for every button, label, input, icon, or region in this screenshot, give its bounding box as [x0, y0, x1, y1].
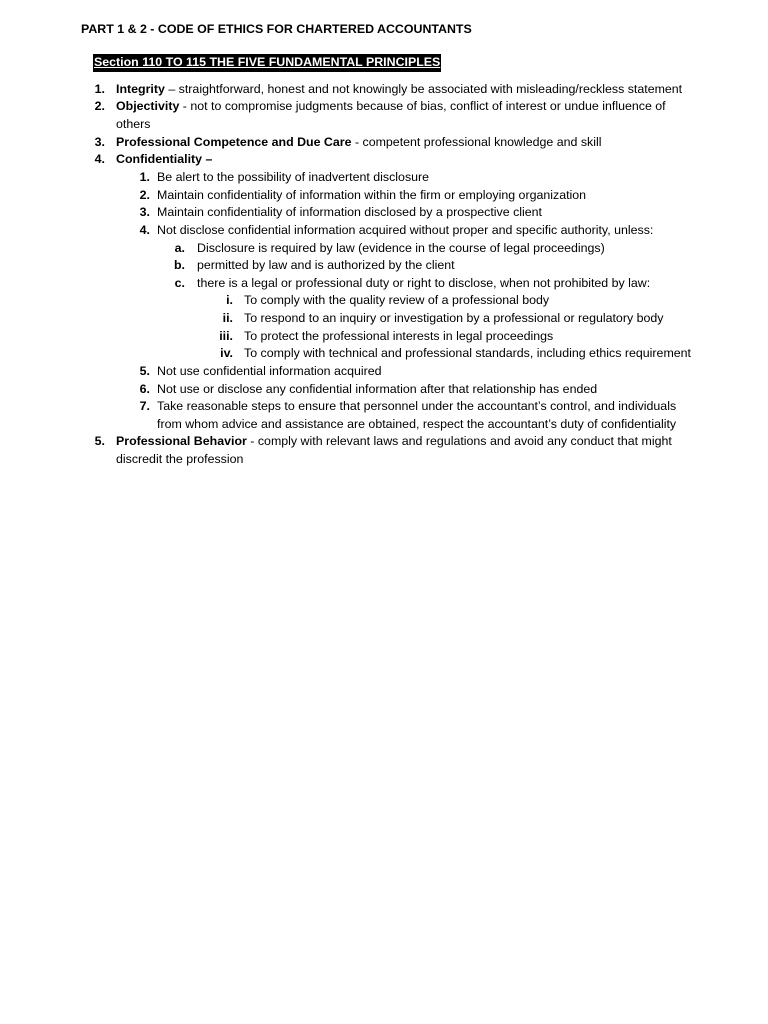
- list-number: 7.: [139, 399, 150, 413]
- list-item-text: Disclosure is required by law (evidence in the course of legal proceedings): [197, 241, 605, 255]
- list-number: 2.: [139, 188, 150, 202]
- list-number: 6.: [139, 382, 150, 396]
- list-item-confidentiality-7: [0, 398, 768, 434]
- list-item-text: Not disclose confidential information acquired without proper and specific authority, unless:: [157, 223, 654, 237]
- list-item-unless-a: [0, 240, 768, 258]
- list-item-text: To comply with technical and professional standards, including ethics requirement: [244, 346, 691, 360]
- list-item-text-continued: from whom advice and assistance are obtained, respect the accountant’s duty of confidentiality: [157, 417, 677, 431]
- principle-text-continued: others: [116, 117, 151, 131]
- principle-term: Confidentiality –: [116, 152, 213, 166]
- list-item-text: Maintain confidentiality of information disclosed by a prospective client: [157, 205, 542, 219]
- list-item-unless-c: [0, 275, 768, 293]
- principle-text: - comply with relevant laws and regulations and avoid any conduct that might: [246, 434, 672, 448]
- list-roman: iii.: [219, 329, 233, 343]
- principle-term: Integrity: [116, 82, 165, 96]
- list-number: 2.: [94, 99, 105, 113]
- list-number: 4.: [139, 223, 150, 237]
- list-letter: a.: [174, 241, 185, 255]
- list-item-text: To respond to an inquiry or investigation by a professional or regulatory body: [244, 311, 664, 325]
- list-item-text: permitted by law and is authorized by the client: [197, 258, 455, 272]
- list-number: 4.: [94, 152, 105, 166]
- list-number: 1.: [94, 82, 105, 96]
- list-letter: c.: [174, 276, 185, 290]
- list-item-duty-i: [0, 292, 768, 310]
- principle-term: Professional Behavior: [116, 434, 247, 448]
- list-letter: b.: [173, 258, 185, 272]
- list-item-text: Not use or disclose any confidential information after that relationship has ended: [157, 382, 598, 396]
- document-title: PART 1 & 2 - CODE OF ETHICS FOR CHARTERED ACCOUNTANTS: [81, 22, 472, 36]
- list-item-text: To comply with the quality review of a professional body: [244, 293, 550, 307]
- list-item-text: Be alert to the possibility of inadvertent disclosure: [157, 170, 430, 184]
- list-item-principle-2: [0, 98, 768, 134]
- list-number: 3.: [139, 205, 150, 219]
- list-number: 1.: [139, 170, 150, 184]
- list-item-confidentiality-1: [0, 169, 768, 187]
- list-item-text: To protect the professional interests in legal proceedings: [244, 329, 554, 343]
- principle-text: - competent professional knowledge and skill: [351, 135, 602, 149]
- list-item-principle-3: [0, 134, 768, 152]
- list-item-confidentiality-3: [0, 204, 768, 222]
- list-item-principle-5: [0, 433, 768, 469]
- section-heading: Section 110 TO 115 THE FIVE FUNDAMENTAL PRINCIPLES: [93, 54, 441, 72]
- list-roman: iv.: [220, 346, 233, 360]
- list-item-confidentiality-2: [0, 187, 768, 205]
- principle-term: Objectivity: [116, 99, 180, 113]
- list-number: 3.: [94, 135, 105, 149]
- list-roman: i.: [226, 293, 233, 307]
- list-item-unless-b: [0, 257, 768, 275]
- principle-text: – straightforward, honest and not knowingly be associated with misleading/reckless statement: [164, 82, 683, 96]
- list-item-text: Not use confidential information acquired: [157, 364, 382, 378]
- list-item-text: Take reasonable steps to ensure that personnel under the accountant’s control, and individuals: [157, 399, 677, 413]
- list-item-confidentiality-5: [0, 363, 768, 381]
- list-item-principle-1: [0, 81, 768, 99]
- list-item-text: there is a legal or professional duty or right to disclose, when not prohibited by law:: [197, 276, 651, 290]
- list-number: 5.: [94, 434, 105, 448]
- list-item-duty-iii: [0, 328, 768, 346]
- list-item-confidentiality-6: [0, 381, 768, 399]
- list-item-duty-ii: [0, 310, 768, 328]
- principle-text: - not to compromise judgments because of bias, conflict of interest or undue influence of: [179, 99, 666, 113]
- list-item-text: Maintain confidentiality of information within the firm or employing organization: [157, 188, 587, 202]
- principle-text-continued: discredit the profession: [116, 452, 244, 466]
- list-roman: ii.: [222, 311, 233, 325]
- list-item-principle-4: [0, 151, 768, 169]
- list-item-confidentiality-4: [0, 222, 768, 240]
- principle-term: Professional Competence and Due Care: [116, 135, 352, 149]
- list-item-duty-iv: [0, 345, 768, 363]
- list-number: 5.: [139, 364, 150, 378]
